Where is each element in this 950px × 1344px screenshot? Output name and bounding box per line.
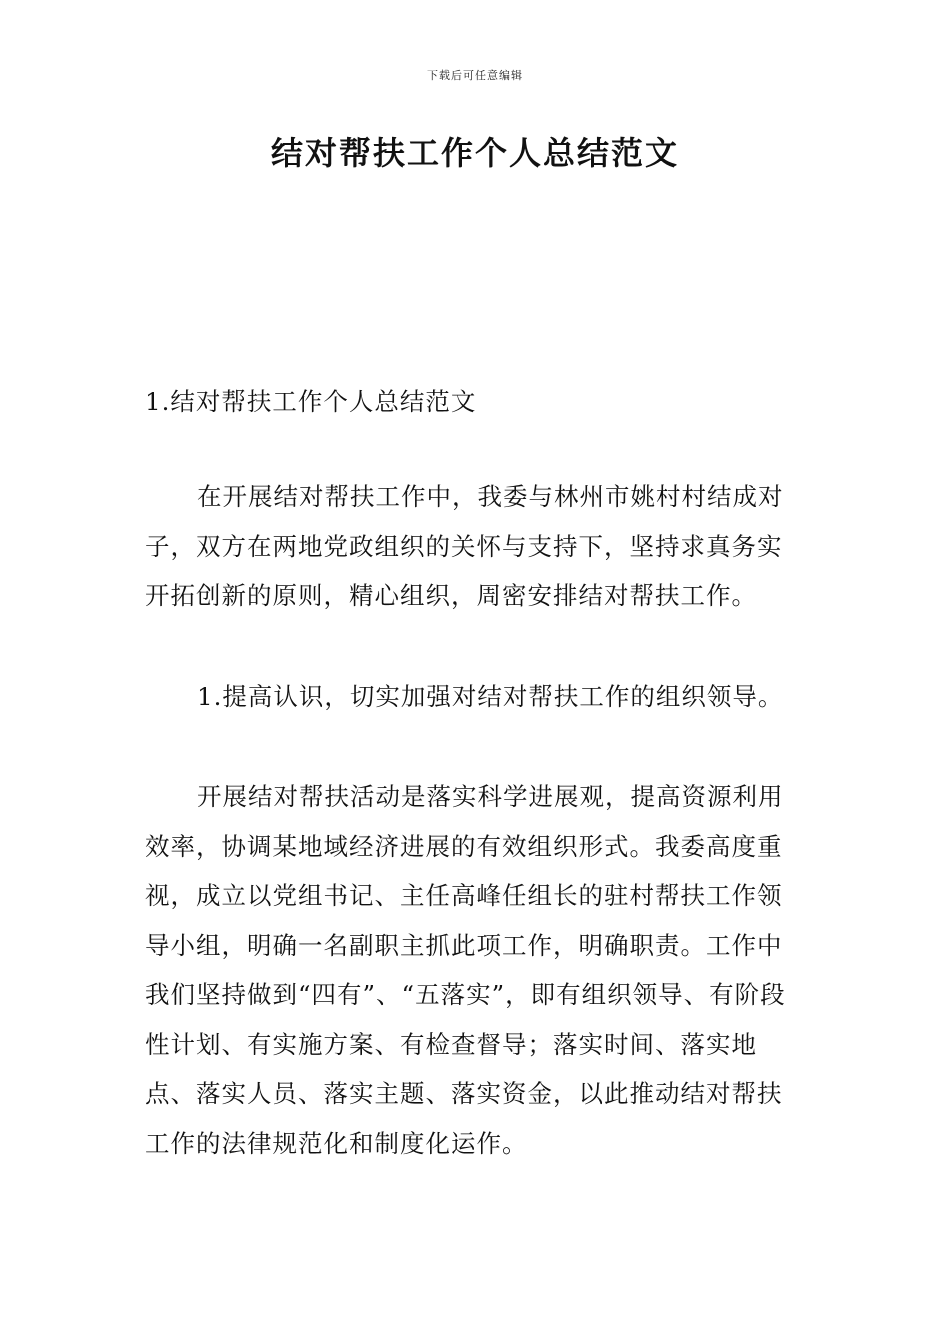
body-paragraph: 在开展结对帮扶工作中，我委与林州市姚村村结成对子，双方在两地党政组织的关怀与支持下，坚持求真务实开拓创新的原则，精心组织，周密安排结对帮扶工作。: [145, 482, 784, 610]
body-paragraph: 开展结对帮扶活动是落实科学进展观，提高资源利用效率，协调某地域经济进展的有效组织形式。我委高度重视，成立以党组书记、主任高峰任组长的驻村帮扶工作领导小组，明确一名副职主抓此项工作，明确职责。工作中我们坚持做到“四有”、“五落实”，即有组织领导、有阶段性计划、有实施方案、有检查督导；落实时间、落实地点、落实人员、落实主题、落实资金，以此推动结对帮扶工作的法律规范化和制度化运作。: [145, 782, 786, 1158]
section-heading: 1.结对帮扶工作个人总结范文: [145, 387, 477, 416]
header-note: 下载后可任意编辑: [427, 69, 523, 82]
document-title: 结对帮扶工作个人总结范文: [270, 134, 679, 172]
subheading: 1.提高认识，切实加强对结对帮扶工作的组织领导。: [197, 682, 784, 711]
